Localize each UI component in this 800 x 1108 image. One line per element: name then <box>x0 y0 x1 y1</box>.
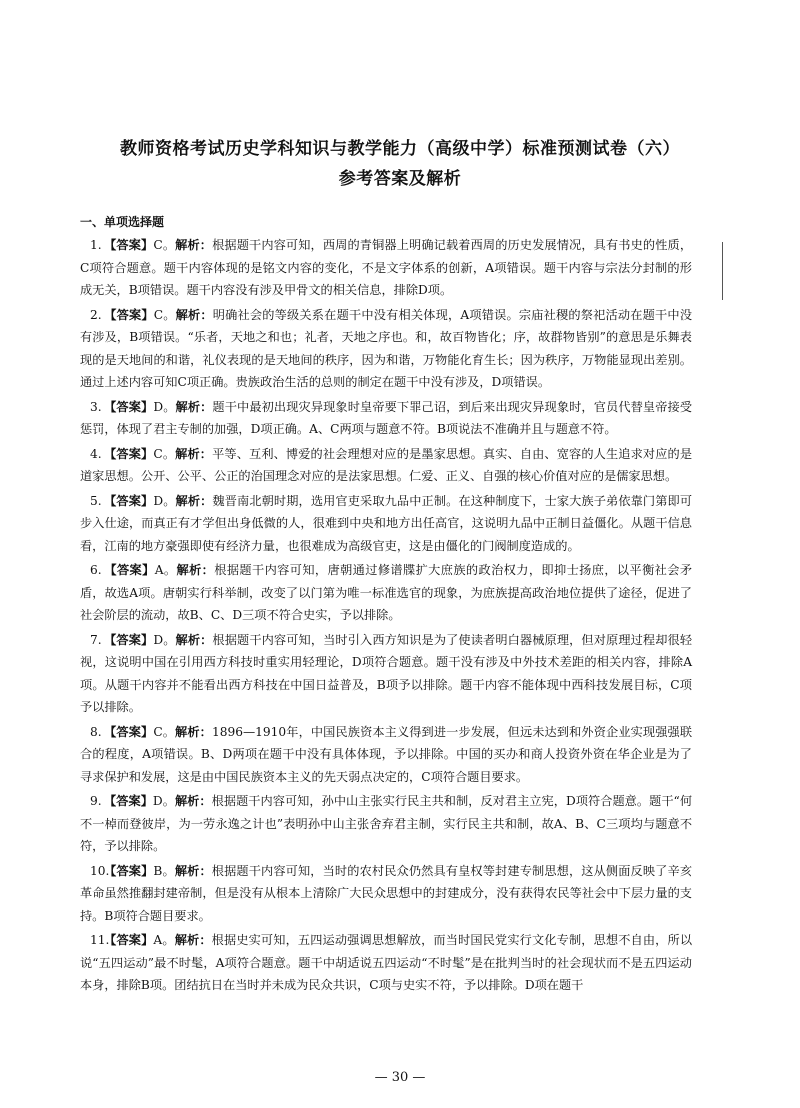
item-number: 9. <box>90 794 102 808</box>
analysis-text: 魏晋南北朝时期，选用官吏采取九品中正制。在这种制度下，士家大族子弟依靠门第即可步入仕途，而真正有才学但出身低微的人，很难到中央和地方出任高官，这说明九品中正制日益僵化。从题干信息看，江南的地方豪强即使有经济力量，也很难成为高级官吏，这是由僵化的门阀制度造成的。 <box>80 493 693 553</box>
answer-value: D。 <box>153 399 176 414</box>
answer-item <box>80 304 692 394</box>
item-number: 4. <box>90 446 102 461</box>
analysis-text: 根据题干内容可知，唐朝通过修谱牒扩大庶族的政治权力，即抑士扬庶，以平衡社会矛盾，故选A项。唐朝实行科举制，改变了以门第为唯一标准选官的现象，为庶族提高政治地位提供了途径，促进了社会阶层的流动，故B、C、D三项不符合史实，予以排除。 <box>80 563 693 622</box>
answer-list <box>80 234 692 999</box>
answer-value: C。 <box>153 724 176 739</box>
analysis-text: 根据题干内容可知，当时引入西方知识是为了使读者明白器械原理，但对原理过程却很轻视，这说明中国在引用西方科技时重实用轻理论，D项符合题意。题干没有涉及中外技术差距的相关内容，排除A项。从题干内容并不能看出西方科技在中国日益普及，B项予以排除。题干内容不能体现中西科技发展目标，C项予以排除。 <box>80 632 693 714</box>
answer-value: C。 <box>153 238 176 252</box>
section-heading: 一、单项选择题 <box>80 215 165 229</box>
answer-label: 【答案】 <box>104 863 154 878</box>
answer-value: B。 <box>153 863 175 878</box>
answer-item <box>80 490 692 558</box>
item-number: 2. <box>90 307 102 322</box>
analysis-text: 平等、互利、博爱的社会理想对应的是墨家思想。真实、自由、宽容的人生追求对应的是道家思想。公开、公平、公正的治国理念对应的是法家思想。仁爱、正义、自强的核心价值对应的是儒家思想。 <box>80 446 693 483</box>
item-number: 1. <box>90 238 102 252</box>
page-title: 教师资格考试历史学科知识与教学能力（高级中学）标准预测试卷（六） <box>120 139 680 159</box>
analysis-text: 根据题干内容可知，孙中山主张实行民主共和制，反对君主立宪，D项符合题意。题干“何不一棹而登彼岸，为一劳永逸之计也”表明孙中山主张舍弃君主制，实行民主共和制，故A、B、C三项均与题意不符，予以排除。 <box>80 794 693 853</box>
analysis-text: 1896—1910年，中国民族资本主义得到进一步发展，但远未达到和外资企业实现强强联合的程度，A项错误。B、D两项在题干中没有具体体现，予以排除。中国的买办和商人投资外资在华企业是为了寻求保护和发展，这是由中国民族资本主义的先天弱点决定的，C项符合题目要求。 <box>80 724 693 784</box>
item-number: 8. <box>90 724 102 739</box>
answer-label: 【答案】 <box>104 238 154 252</box>
analysis-label: 解析： <box>175 399 213 414</box>
item-number: 3. <box>90 399 102 414</box>
answer-item <box>80 860 692 928</box>
page-subtitle: 参考答案及解析 <box>338 169 462 189</box>
answer-item <box>80 929 692 997</box>
answer-item <box>80 790 692 858</box>
answer-label: 【答案】 <box>104 399 154 414</box>
answer-label: 【答案】 <box>104 563 155 577</box>
analysis-text: 根据题干内容可知，当时的农村民众仍然具有皇权等封建专制思想，这从侧面反映了辛亥革命虽然推翻封建帝制，但是没有从根本上清除广大民众思想中的封建成分，没有获得农民等社会中下层力量的支持。B项符合题目要求。 <box>80 863 693 923</box>
answer-label: 【答案】 <box>104 933 154 947</box>
analysis-label: 解析： <box>175 632 213 647</box>
answer-value: D。 <box>152 794 175 808</box>
analysis-label: 解析： <box>175 238 213 252</box>
analysis-label: 解析： <box>174 933 212 947</box>
answer-value: C。 <box>153 307 176 322</box>
analysis-text: 根据题干内容可知，西周的青铜器上明确记载着西周的历史发展情况，具有书史的性质，C项符合题意。题干内容体现的是铭文内容的变化，不是文字体系的创新，A项错误。题干内容与宗法分封制的形成无关，B项错误。题干内容没有涉及甲骨文的相关信息，排除D项。 <box>80 238 693 297</box>
answer-item <box>80 721 692 789</box>
margin-rule <box>722 242 723 300</box>
answer-value: D。 <box>153 493 176 508</box>
answer-label: 【答案】 <box>104 724 154 739</box>
page-number: — 30 — <box>374 1070 426 1085</box>
analysis-label: 解析： <box>175 724 212 739</box>
answer-value: A。 <box>153 933 175 947</box>
item-number: 11. <box>90 933 110 947</box>
answer-label: 【答案】 <box>104 794 153 808</box>
analysis-text: 明确社会的等级关系在题干中没有相关体现，A项错误。宗庙社稷的祭祀活动在题干中没有涉及，B项错误。“乐者，天地之和也；礼者，天地之序也。和，故百物皆化；序，故群物皆别”的意思是乐舞表现的是天地间的和谐，礼仪表现的是天地间的秩序，因为和谐，万物能化育生长；因为秩序，万物能显现出差别。通过上述内容可知C项正确。贵族政治生活的总则的制定在题干中没有涉及，D项错误。 <box>80 307 693 389</box>
answer-item <box>80 629 692 719</box>
analysis-text: 根据史实可知，五四运动强调思想解放，而当时国民党实行文化专制，思想不自由，所以说“五四运动”最不时髦，A项符合题意。题干中胡适说五四运动“不时髦”是在批判当时的社会现状而不是五四运动本身，排除B项。团结抗日在当时并未成为民众共识，C项与史实不符，予以排除。D项在题干 <box>80 933 693 992</box>
analysis-label: 解析： <box>175 307 213 322</box>
analysis-text: 题干中最初出现灾异现象时皇帝要下罪己诏，到后来出现灾异现象时，官员代替皇帝接受惩罚，体现了君主专制的加强，D项正确。A、C两项与题意不符。B项说法不准确并且与题意不符。 <box>80 399 693 436</box>
answer-item <box>80 559 692 627</box>
answer-label: 【答案】 <box>104 446 154 461</box>
analysis-label: 解析： <box>176 563 215 577</box>
answer-label: 【答案】 <box>104 307 154 322</box>
answer-label: 【答案】 <box>104 493 154 508</box>
analysis-label: 解析： <box>174 794 212 808</box>
answer-value: D。 <box>153 632 176 647</box>
analysis-label: 解析： <box>175 446 213 461</box>
answer-value: A。 <box>154 563 177 577</box>
answer-item <box>80 234 692 302</box>
answer-label: 【答案】 <box>104 632 154 647</box>
item-number: 5. <box>90 493 102 508</box>
answer-item <box>80 443 692 488</box>
item-number: 7. <box>90 632 102 647</box>
answer-item <box>80 396 692 441</box>
item-number: 6. <box>90 563 102 577</box>
item-number: 10. <box>90 863 110 878</box>
analysis-label: 解析： <box>174 863 212 878</box>
answer-value: C。 <box>153 446 176 461</box>
analysis-label: 解析： <box>175 493 213 508</box>
